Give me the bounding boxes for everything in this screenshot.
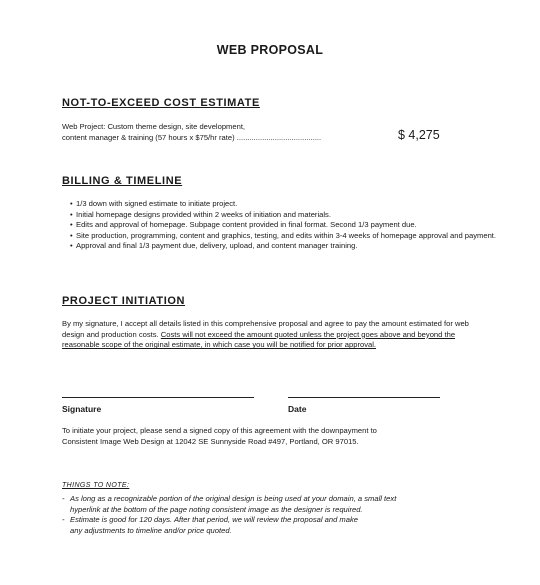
billing-item: • 1/3 down with signed estimate to initiate project. — [62, 199, 502, 210]
cost-description-line: Web Project: Custom theme design, site development, — [62, 122, 246, 131]
document-title: WEB PROPOSAL — [216, 43, 324, 57]
initiation-text: By my signature, I accept all details listed in this comprehensive proposal and agree to pay the amount estimated for web design and production costs. — [62, 319, 469, 339]
billing-item: • Approval and final 1/3 payment due, delivery, upload, and content manager training. — [62, 241, 502, 252]
initiation-underlined-text: Costs will not exceed the amount quoted unless the project goes above and beyond the reasonable scope of the original estimate, in which case you will be notified for prior approval. — [62, 329, 456, 350]
cost-estimate-heading: NOT-TO-EXCEED COST ESTIMATE — [62, 97, 260, 109]
notes-heading: THINGS TO NOTE: — [62, 482, 130, 489]
billing-item: • Site production, programming, content and graphics, testing, and edits within 3-4 weeks of homepage approval and payment. — [62, 231, 502, 242]
notes-list — [62, 494, 482, 536]
initiation-paragraph — [62, 319, 482, 351]
cost-description — [62, 122, 402, 143]
note-line: As long as a recognizable portion of the original design is being used at your domain, a small text — [70, 494, 397, 503]
note-line: hyperlink at the bottom of the page noting consistent image as the designer is required. — [70, 504, 363, 514]
note-item — [62, 515, 482, 536]
dash-bullet: - — [62, 494, 65, 503]
note-item — [62, 494, 482, 515]
signature-label: Signature — [62, 404, 102, 414]
dash-bullet: - — [62, 515, 65, 525]
billing-item: • Edits and approval of homepage. Subpage content provided in final format. Second 1/3 payment due. — [62, 220, 502, 231]
cost-amount: $ 4,275 — [398, 128, 440, 142]
date-line — [288, 397, 440, 398]
note-line: any adjustments to timeline and/or price quoted. — [70, 525, 232, 535]
return-line: Consistent Image Web Design at 12042 SE Sunnyside Road #497, Portland, OR 97015. — [62, 436, 359, 446]
billing-item: • Initial homepage designs provided within 2 weeks of initiation and materials. — [62, 210, 502, 221]
signature-line — [62, 397, 254, 398]
return-instructions — [62, 426, 482, 447]
date-label: Date — [288, 404, 307, 414]
note-line: Estimate is good for 120 days. After that period, we will review the proposal and make — [70, 515, 359, 525]
project-initiation-heading: PROJECT INITIATION — [62, 295, 186, 307]
billing-list — [62, 199, 502, 252]
billing-timeline-heading: BILLING & TIMELINE — [62, 175, 183, 187]
cost-description-line: content manager & training (57 hours x $75/hr rate) ........................................ — [62, 132, 322, 142]
return-line: To initiate your project, please send a signed copy of this agreement with the downpayment to — [62, 426, 377, 435]
